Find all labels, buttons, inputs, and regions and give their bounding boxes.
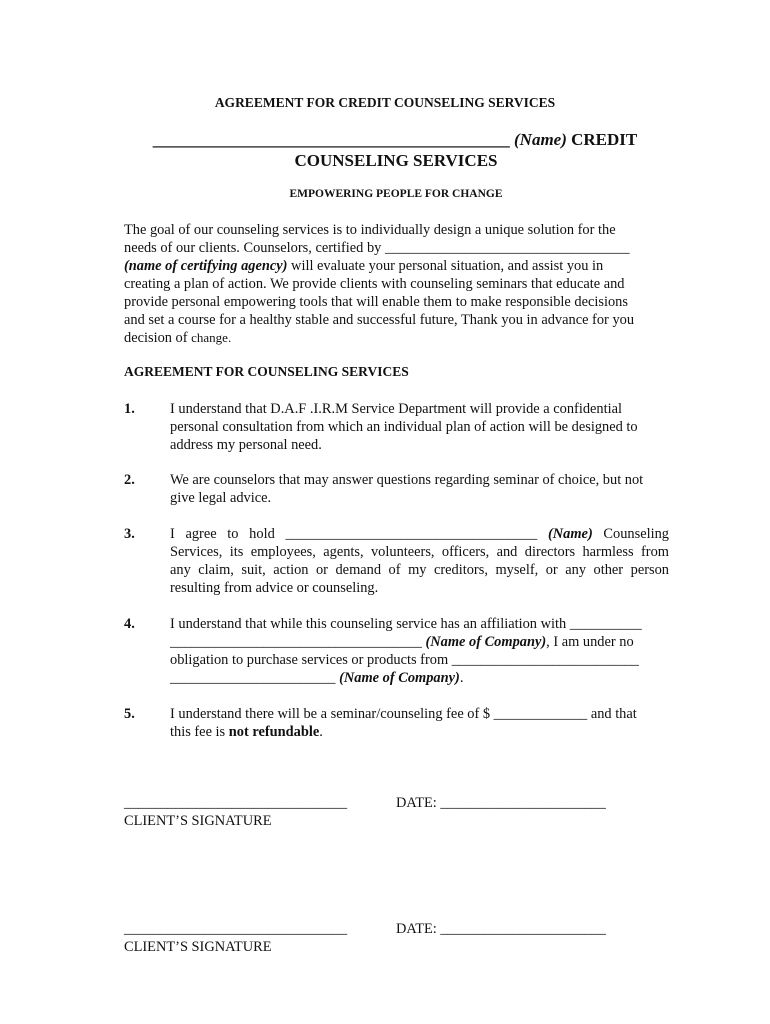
date-field: DATE: _______________________: [396, 921, 606, 937]
item-number: 3.: [124, 526, 135, 542]
heading-line-2: COUNSELING SERVICES: [294, 151, 498, 170]
section-heading: AGREEMENT FOR COUNSELING SERVICES: [124, 364, 409, 379]
heading-credit: CREDIT: [571, 130, 638, 149]
item-number: 4.: [124, 616, 135, 632]
intro-line: creating a plan of action. We provide clients with counseling seminars that educate and: [124, 276, 625, 292]
heading-line-1: [0, 130, 770, 150]
item-number: 5.: [124, 706, 135, 722]
name-blank: __________________________________________: [152, 130, 510, 149]
item-text: I understand there will be a seminar/counseling fee of $ _____________ and that this fee is not refundable.: [170, 706, 637, 740]
intro-paragraph: [124, 221, 669, 347]
name-placeholder: (Name): [547, 526, 593, 542]
company-name-placeholder: (Name of Company): [425, 634, 547, 650]
intro-line: needs of our clients. Counselors, certified by __________________________________: [124, 240, 630, 256]
signature-label: CLIENT’S SIGNATURE: [124, 813, 272, 829]
date-field: DATE: _______________________: [396, 795, 606, 811]
not-refundable-text: not refundable: [228, 724, 320, 740]
intro-line: and set a course for a healthy stable and successful future, Thank you in advance for you: [124, 312, 635, 328]
name-placeholder: (Name): [514, 130, 567, 149]
item-text: We are counselors that may answer questions regarding seminar of choice, but not give legal advice.: [170, 472, 644, 506]
signature-line: _______________________________: [124, 795, 348, 811]
certifying-agency-label: (name of certifying agency): [124, 258, 288, 274]
item-number: 1.: [124, 401, 135, 417]
intro-line: provide personal empowering tools that will enable them to make responsible decisions: [124, 294, 628, 310]
item-text: I understand that while this counseling service has an affiliation with __________ ___________________________________ (Name of Company), I am under no obligation to purchase services or products from __________________________ _______________________ (Name of Company).: [170, 616, 642, 686]
document-title: AGREEMENT FOR CREDIT COUNSELING SERVICES: [214, 95, 556, 110]
intro-line: The goal of our counseling services is to individually design a unique solution for the: [124, 222, 616, 238]
intro-line: (name of certifying agency) will evaluate your personal situation, and assist you in: [124, 258, 604, 274]
item-number: 2.: [124, 472, 135, 488]
item-text: I agree to hold ___________________________________ (Name) Counseling Services, its employees, agents, volunteers, officers, and directors harmless from any claim, suit, action or demand of my creditors, myself, or any other person resulting from advice or counseling.: [170, 526, 669, 596]
signature-label: CLIENT’S SIGNATURE: [124, 939, 272, 955]
company-name-placeholder: (Name of Company): [339, 670, 460, 686]
signature-line: _______________________________: [124, 921, 348, 937]
item-text: I understand that D.A.F .I.R.M Service Department will provide a confidential personal consultation from which an individual plan of action will be designed to address my personal need.: [170, 401, 638, 453]
intro-line: decision of change.: [124, 330, 232, 346]
subtitle: EMPOWERING PEOPLE FOR CHANGE: [289, 188, 503, 200]
